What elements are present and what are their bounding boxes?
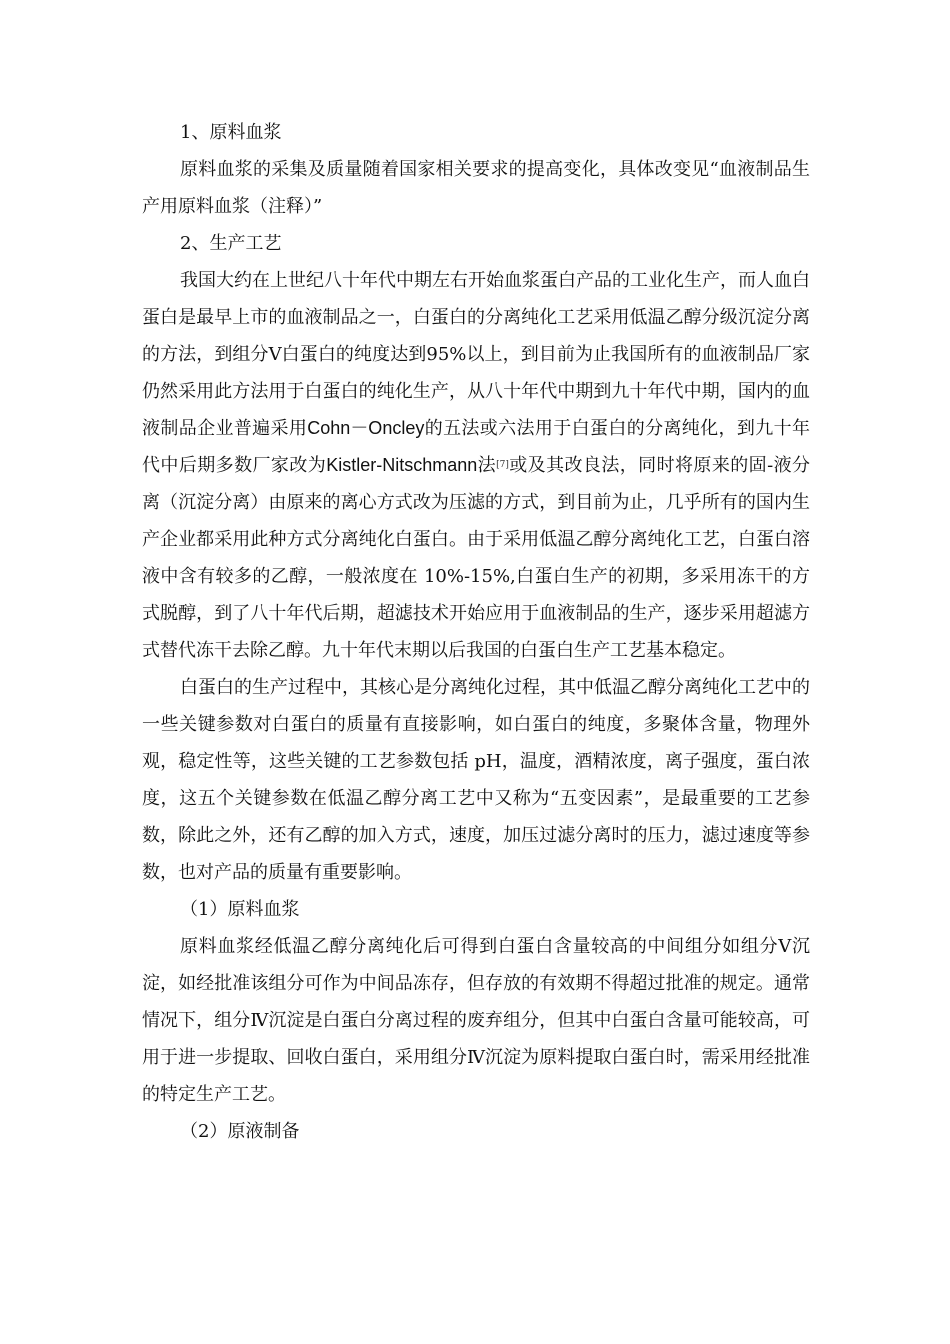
- subsection-1-heading: （1）原料血浆: [180, 899, 300, 920]
- process-history-paragraph: [142, 262, 810, 669]
- kistler-nitschmann-method: Kistler-Nitschmann: [326, 455, 478, 475]
- paragraph-text: 法: [477, 455, 497, 476]
- section-1-body: 原料血浆的采集及质量随着国家相关要求的提高变化，具体改变见“血液制品生产用原料血浆（注释）”: [142, 159, 810, 217]
- subsection-1-body: 原料血浆经低温乙醇分离纯化后可得到白蛋白含量较高的中间组分如组分Ⅴ沉淀，如经批准该组分可作为中间品冻存，但存放的有效期不得超过批准的规定。通常情况下，组分Ⅳ沉淀是白蛋白分离过程的废弃组分，但其中白蛋白含量可能较高，可用于进一步提取、回收白蛋白，采用组分Ⅳ沉淀为原料提取白蛋白时，需采用经批准的特定生产工艺。: [142, 936, 810, 1105]
- subsection-2-heading: （2）原液制备: [180, 1121, 300, 1142]
- citation-marker: [7]: [496, 460, 509, 470]
- section-1-heading: 1、原料血浆: [180, 122, 282, 143]
- paragraph-text: 的五法或六法用于白蛋白的分离纯化，到九十年代中后期多数厂家改为: [142, 418, 810, 476]
- key-parameters-paragraph: 白蛋白的生产过程中，其核心是分离纯化过程，其中低温乙醇分离纯化工艺中的一些关键参数对白蛋白的质量有直接影响，如白蛋白的纯度，多聚体含量，物理外观，稳定性等，这些关键的工艺参数包括 pH，温度，酒精浓度，离子强度，蛋白浓度，这五个关键参数在低温乙醇分离工艺中又称为“五变因素”，是最重要的工艺参数，除此之外，还有乙醇的加入方式，速度，加压过滤分离时的压力，滤过速度等参数，也对产品的质量有重要影响。: [142, 677, 810, 883]
- section-2-heading: 2、生产工艺: [180, 233, 282, 254]
- paragraph-text: 或及其改良法，同时将原来的固-液分离（沉淀分离）由原来的离心方式改为压滤的方式，到目前为止，几乎所有的国内生产企业都采用此种方式分离纯化白蛋白。由于采用低温乙醇分离纯化工艺，白蛋白溶液中含有较多的乙醇，一般浓度在 10%-15%,白蛋白生产的初期，多采用冻干的方式脱醇，到了八十年代后期，超滤技术开始应用于血液制品的生产，逐步采用超滤方式替代冻干去除乙醇。九十年代末期以后我国的白蛋白生产工艺基本稳定。: [142, 455, 811, 661]
- cohn-oncley-method: Cohn－Oncley: [307, 418, 425, 438]
- paragraph-text: 我国大约在上世纪八十年代中期左右开始血浆蛋白产品的工业化生产，而人血白蛋白是最早上市的血液制品之一，白蛋白的分离纯化工艺采用低温乙醇分级沉淀分离的方法，到组分Ⅴ白蛋白的纯度达到95%以上，到目前为止我国所有的血液制品厂家仍然采用此方法用于白蛋白的纯化生产，从八十年代中期到九十年代中期，国内的血液制品企业普遍采用: [142, 270, 810, 439]
- document-content: [142, 114, 810, 1150]
